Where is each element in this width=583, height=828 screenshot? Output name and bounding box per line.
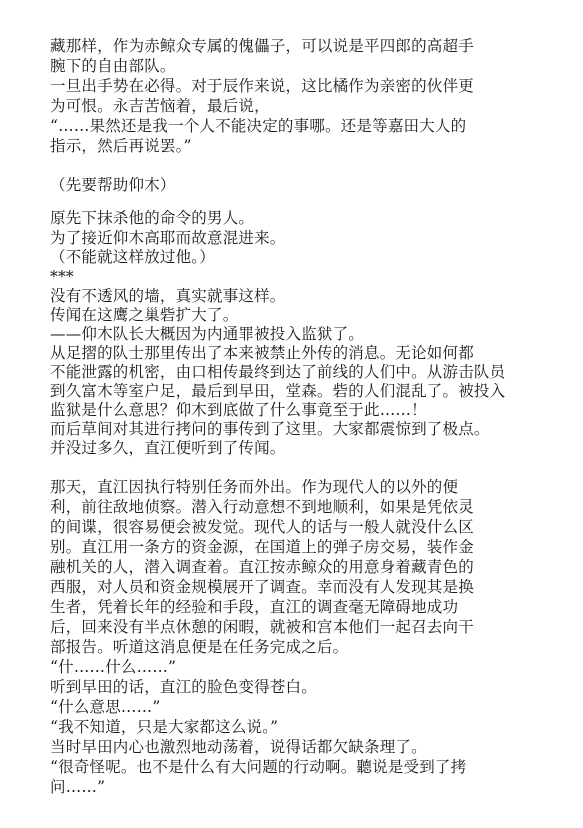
text-line: 一旦出手势在必得。对于辰作来说，这比橘作为亲密的伙伴更 <box>50 77 474 95</box>
text-line: 指示，然后再说罢。” <box>50 137 192 155</box>
text-line: “……果然还是我一个人不能决定的事哪。还是等嘉田大人的 <box>50 117 467 135</box>
text-line: 别。直江用一条方的资金源，在国道上的弹子房交易，装作金 <box>50 538 474 556</box>
text-line: 监狱是什么意思？仰木到底做了什么事竟至于此……！ <box>50 401 427 419</box>
text-line: 传闻在这鹰之巢砦扩大了。 <box>50 306 239 324</box>
text-line: 融机关的人，潜入调查着。直江按赤鲸众的用意身着藏青色的 <box>50 558 474 576</box>
text-line: 部报告。听道这消息便是在任务完成之后。 <box>50 638 349 656</box>
text-line: 利，前往敌地侦察。潜入行动意想不到地顺利，如果是凭依灵 <box>50 498 474 516</box>
text-line: 当时早田内心也激烈地动荡着，说得话都欠缺条理了。 <box>50 738 427 756</box>
text-line: 西服，对人员和资金规模展开了调查。幸而没有人发现其是换 <box>50 578 474 596</box>
text-line: 听到早田的话，直江的脸色变得苍白。 <box>50 678 317 696</box>
text-line: 生者，凭着长年的经验和手段，直江的调查毫无障碍地成功 <box>50 598 459 616</box>
text-line: 并没过多久，直江便听到了传闻。 <box>50 439 286 457</box>
text-line: 不能泄露的机密，由口相传最终到达了前线的人们中。从游击队员 <box>50 363 506 381</box>
text-line: “我不知道，只是大家都这么说。” <box>50 718 279 736</box>
text-line: （不能就这样放过他。） <box>50 248 215 266</box>
text-line: 腕下的自由部队。 <box>50 57 176 75</box>
text-line: 藏那样，作为赤鲸众专属的傀儡子，可以说是平四郎的高超手 <box>50 37 474 55</box>
text-line: “很奇怪呢。也不是什么有大问题的行动啊。聽说是受到了拷 <box>50 758 467 776</box>
text-line: 从足摺的队士那里传出了本来被禁止外传的消息。无论如何都 <box>50 344 474 362</box>
text-line: “什么意思……” <box>50 698 161 716</box>
text-line: “什……什么……” <box>50 658 177 676</box>
text-line: 后，回来没有半点休憩的闲暇，就被和宫本他们一起召去向干 <box>50 618 474 636</box>
text-line: （先要帮助仰木） <box>50 176 176 194</box>
text-line: 到久富木等室户足，最后到早田，堂森。砦的人们混乱了。被投入 <box>50 382 506 400</box>
section-separator: *** <box>50 268 74 286</box>
text-line: 的间谍，很容易便会被发觉。现代人的话与一般人就没什么区 <box>50 518 474 536</box>
text-line: ——仰木队长大概因为内通罪被投入监狱了。 <box>50 325 365 343</box>
text-line: 原先下抹杀他的命令的男人。 <box>50 209 255 227</box>
text-line: 为了接近仰木高耶而故意混进来。 <box>50 229 286 247</box>
text-line: 而后草间对其进行拷问的事传到了这里。大家都震惊到了极点。 <box>50 420 490 438</box>
text-line: 没有不透风的墙，真实就事这样。 <box>50 287 286 305</box>
text-line: 为可恨。永吉苦恼着，最后说， <box>50 97 270 115</box>
text-line: 那天，直江因执行特别任务而外出。作为现代人的以外的便 <box>50 478 459 496</box>
text-line: 问……” <box>50 778 106 796</box>
